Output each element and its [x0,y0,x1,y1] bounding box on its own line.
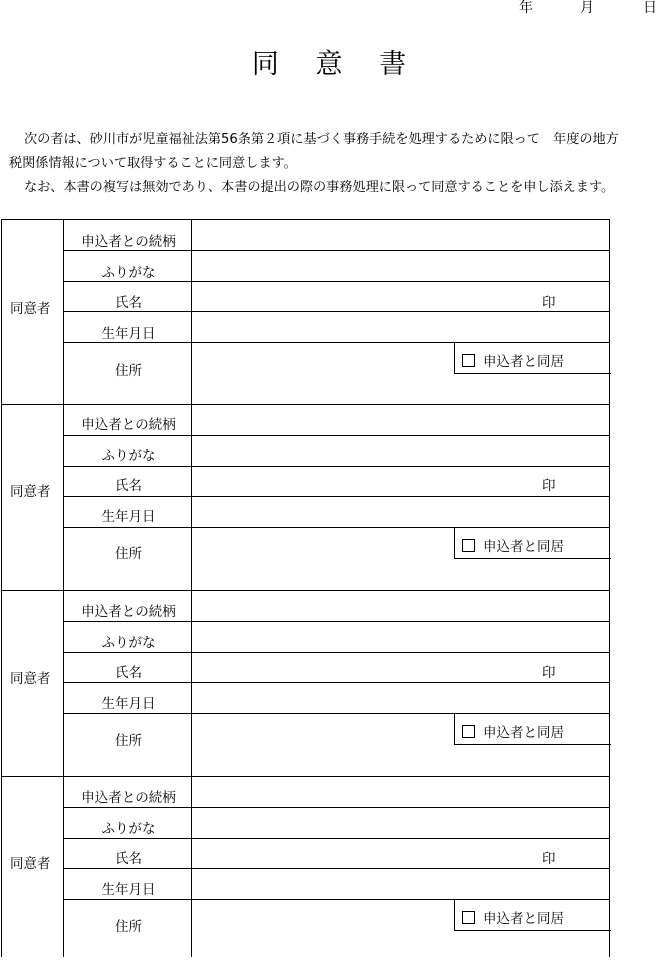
seal-mark: 印 [542,665,556,681]
body-line-1: 次の者は、砂川市が児童福祉法第56条第２項に基づく事務手続を処理するために限って 年度の地方 [24,132,619,147]
name-label: 氏名 [115,295,142,311]
cohabit-option[interactable] [454,714,611,745]
consenter-block [1,405,610,591]
address-label: 住所 [115,363,142,379]
consenter-label: 同意者 [10,856,51,872]
cohabit-checkbox[interactable] [462,354,475,367]
seal-mark: 印 [542,295,556,311]
birthdate-label: 生年月日 [101,509,156,525]
title-char: 同 [251,49,279,80]
relationship-label: 申込者との続柄 [81,604,176,620]
relationship-label: 申込者との続柄 [81,417,176,433]
title-char: 書 [379,49,407,80]
day-label: 日 [643,0,657,16]
cohabit-checkbox[interactable] [462,725,475,738]
consenter-label: 同意者 [10,671,51,687]
name-label: 氏名 [115,478,142,494]
relationship-label: 申込者との続柄 [81,234,176,250]
consenter-block [1,591,610,777]
cohabit-option[interactable] [454,343,611,374]
cohabit-option[interactable] [454,528,611,559]
consent-form [1,219,610,957]
cohabit-checkbox[interactable] [462,911,475,924]
month-label: 月 [580,0,594,16]
birthdate-label: 生年月日 [101,326,156,342]
year-label: 年 [519,0,533,16]
cohabit-label: 申込者と同居 [483,539,564,555]
cohabit-label: 申込者と同居 [483,725,564,741]
consenter-label: 同意者 [10,301,51,317]
body-line-3: なお、本書の複写は無効であり、本書の提出の際の事務処理に限って同意することを申し添えます。 [24,180,615,195]
title-char: 意 [315,49,343,80]
consenter-block [1,219,610,405]
furigana-label: ふりがな [101,635,156,651]
cohabit-checkbox[interactable] [462,539,475,552]
name-label: 氏名 [115,665,142,681]
address-label: 住所 [115,546,142,562]
body-line-2: 税関係情報について取得することに同意します。 [9,156,297,171]
consenter-block [1,777,610,957]
relationship-label: 申込者との続柄 [81,790,176,806]
cohabit-option[interactable] [454,900,611,931]
birthdate-label: 生年月日 [101,882,156,898]
birthdate-label: 生年月日 [101,696,156,712]
cohabit-label: 申込者と同居 [483,354,564,370]
cohabit-label: 申込者と同居 [483,911,564,927]
seal-mark: 印 [542,851,556,867]
document-title [0,42,658,81]
name-label: 氏名 [115,851,142,867]
furigana-label: ふりがな [101,821,156,837]
consenter-label: 同意者 [10,484,51,500]
furigana-label: ふりがな [101,265,156,281]
address-label: 住所 [115,919,142,935]
furigana-label: ふりがな [101,448,156,464]
address-label: 住所 [115,733,142,749]
seal-mark: 印 [542,478,556,494]
